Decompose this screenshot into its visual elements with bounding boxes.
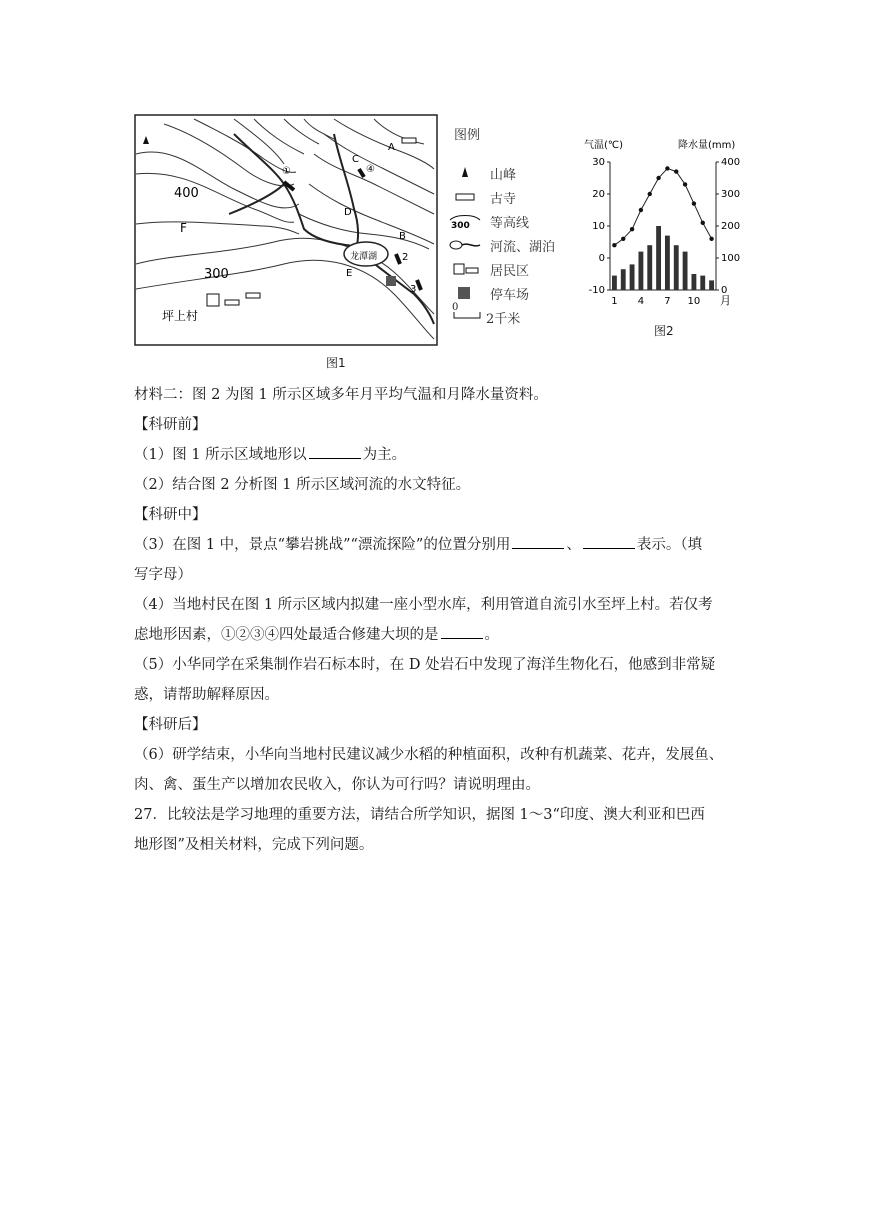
parking-icon [448,284,482,302]
legend-label: 停车场 [490,288,530,303]
legend-item [446,186,576,208]
map-legend [446,124,576,327]
legend-item [446,258,576,280]
precip-bar [612,276,617,290]
temperature-point [612,243,616,247]
precip-bar [709,280,714,290]
scale-label: 2千米 [486,312,521,327]
legend-label: 山峰 [490,168,517,183]
river-lake-icon [448,236,482,254]
village-label: 坪上村 [162,309,199,323]
q3-sep: 、 [566,537,581,553]
temperature-point [656,176,660,180]
question-3 [134,530,744,560]
legend-label: 河流、湖泊 [490,240,556,255]
right-tick-label: 0 [721,285,728,296]
point-label-d: D [344,207,352,218]
precip-bar [656,226,661,290]
question-5: （5）小华同学在采集制作岩石标本时，在 D 处岩石中发现了海洋生物化石，他感到非常疑 [134,657,716,673]
residential-icon [225,300,239,305]
temperature-point [639,208,643,212]
temperature-point [674,169,678,173]
right-tick-label: 200 [721,221,741,232]
question-6: （6）研学结束，小华向当地村民建议减少水稻的种植面积，改种有机蔬菜、花卉，发展鱼、 [134,747,724,763]
q3-tail: 表示。（填 [636,537,703,553]
dam-label-3: 3 [410,284,417,295]
question-5-cont: 惑，请帮助解释原因。 [134,687,279,703]
temperature-point [630,227,634,231]
precip-bar [674,245,679,290]
month-unit: 月 [720,294,731,307]
precip-bar [638,252,643,290]
q1-text: （1）图 1 所示区域地形以 [134,447,307,463]
temple-icon [402,138,416,143]
left-tick-label: 20 [592,189,605,200]
dam-label-4: ④ [366,164,375,175]
temple-icon [448,188,482,206]
dam-label-1: ① [282,166,291,177]
contour-map [134,114,438,346]
material-2: 材料二：图 2 为图 1 所示区域多年月平均气温和月降水量资料。 [134,387,548,403]
x-tick-label: 10 [687,296,701,307]
peak-icon [448,164,482,182]
residential-icon [448,260,482,278]
right-tick-label: 400 [721,157,741,168]
temperature-point [665,166,669,170]
parking-icon [386,276,396,286]
precip-bar [700,276,705,290]
x-tick-label: 1 [611,296,618,307]
precip-bar [683,252,688,290]
point-label-f: F [180,221,187,235]
question-27: 27．比较法是学习地理的重要方法，请结合所学知识，据图 1～3“印度、澳大利亚和巴西 [134,807,705,823]
answer-blank[interactable] [583,534,635,549]
temperature-point [621,237,625,241]
contour-icon [448,212,482,230]
left-tick-label: 0 [598,253,605,264]
x-tick-label: 7 [664,296,671,307]
temperature-line [614,168,711,245]
q3-text: （3）在图 1 中，景点“攀岩挑战”“漂流探险”的位置分别用 [134,537,511,553]
question-4-cont [134,620,744,650]
temperature-point [683,182,687,186]
legend-item [446,210,576,232]
chart-plot-area [589,157,740,307]
section-after: 【科研后】 [134,717,207,733]
point-label-a: A [388,142,395,153]
x-tick-label: 4 [637,296,645,307]
legend-scale [446,302,576,328]
precip-bar [621,269,626,290]
answer-blank[interactable] [309,444,361,459]
residential-icon [207,294,219,306]
point-label-b: B [399,231,406,242]
map-caption: 图1 [326,356,346,370]
section-during: 【科研中】 [134,507,207,523]
legend-label: 居民区 [490,264,530,279]
precip-bar [691,274,696,290]
contour-label-400: 400 [174,186,199,201]
temperature-point [648,192,652,196]
answer-blank[interactable] [512,534,564,549]
climate-chart [576,130,756,330]
legend-item [446,162,576,184]
contour-value: 300 [451,221,470,230]
point-label-e: E [346,268,353,279]
left-axis-title: 气温(℃) [584,140,624,151]
lake-label: 龙潭湖 [350,252,378,262]
section-before: 【科研前】 [134,417,207,433]
left-tick-label: 10 [592,221,605,232]
precip-bar [665,236,670,290]
temperature-point [709,237,713,241]
left-tick-label: 30 [592,157,605,168]
right-tick-label: 300 [721,189,741,200]
question-6-cont: 肉、禽、蛋生产以增加农民收入，你认为可行吗？请说明理由。 [134,777,540,793]
precip-bar [630,264,635,290]
temperature-point [692,201,696,205]
right-axis-title: 降水量(mm) [678,140,736,151]
precip-bar [647,245,652,290]
contour-map-svg [134,114,438,346]
q4-tail: 。 [484,627,499,643]
question-text [134,380,744,860]
legend-label: 古寺 [490,192,517,207]
dam-label-2: 2 [402,252,409,263]
question-1 [134,440,744,470]
legend-item [446,282,576,304]
question-3-cont: 写字母） [134,567,192,583]
left-tick-label: -10 [588,285,605,296]
residential-icon [246,293,260,298]
temperature-point [701,221,705,225]
legend-item [446,234,576,256]
question-2: （2）结合图 2 分析图 1 所示区域河流的水文特征。 [134,477,471,493]
q4-text: 虑地形因素，①②③④四处最适合修建大坝的是 [134,627,439,643]
point-label-c: C [352,154,359,165]
question-27-cont: 地形图”及相关材料，完成下列问题。 [134,837,374,853]
legend-label: 等高线 [490,216,530,231]
answer-blank[interactable] [441,624,483,639]
right-tick-label: 100 [721,253,741,264]
question-4: （4）当地村民在图 1 所示区域内拟建一座小型水库，利用管道自流引水至坪上村。若仅考 [134,597,713,613]
climate-chart-svg [576,130,756,330]
contour-label-300: 300 [204,267,229,282]
legend-title: 图例 [454,128,481,143]
scale-zero: 0 [452,302,459,313]
climate-caption: 图2 [654,324,674,338]
q1-tail: 为主。 [362,447,407,463]
